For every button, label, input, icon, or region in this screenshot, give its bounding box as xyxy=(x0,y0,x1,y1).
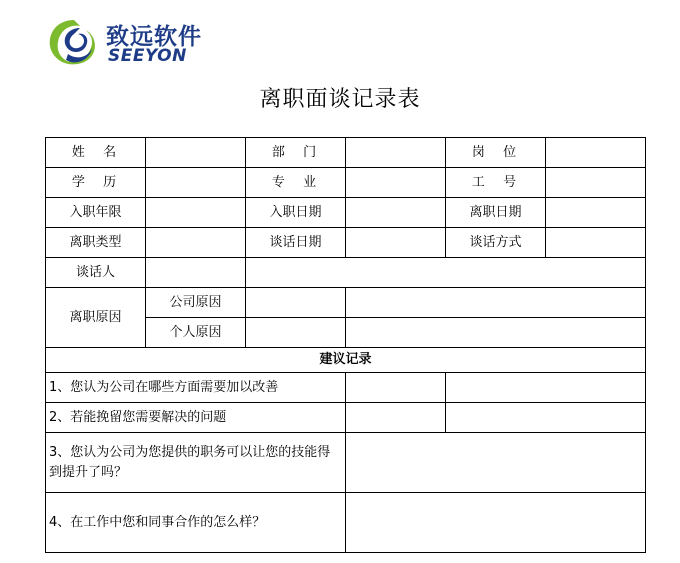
education-label: 学历 xyxy=(46,168,146,198)
interviewer-label: 谈话人 xyxy=(46,258,146,288)
logo-english-name: SEEYON xyxy=(108,46,187,66)
seeyon-swirl-icon xyxy=(46,16,102,70)
hire-date-value[interactable] xyxy=(346,198,446,228)
hire-date-label: 入职日期 xyxy=(246,198,346,228)
personal-reason-label: 个人原因 xyxy=(146,318,246,348)
form-row-suggestion-header xyxy=(46,348,646,373)
company-reason-label: 公司原因 xyxy=(146,288,246,318)
interview-method-value[interactable] xyxy=(546,228,646,258)
answer-4[interactable] xyxy=(346,493,646,553)
form-row-interview xyxy=(46,228,646,258)
name-value[interactable] xyxy=(146,138,246,168)
answer-3[interactable] xyxy=(346,433,646,493)
major-label: 专业 xyxy=(246,168,346,198)
personal-reason-value-1[interactable] xyxy=(246,318,346,348)
document-title: 离职面谈记录表 xyxy=(259,87,421,112)
seeyon-logo xyxy=(46,16,216,70)
years-employed-label: 入职年限 xyxy=(46,198,146,228)
interview-date-label: 谈话日期 xyxy=(246,228,346,258)
leave-type-value[interactable] xyxy=(146,228,246,258)
answer-2a[interactable] xyxy=(346,403,446,433)
interview-method-label: 谈话方式 xyxy=(446,228,546,258)
department-label: 部门 xyxy=(246,138,346,168)
question-3: 3、您认为公司为您提供的职务可以让您的技能得到提升了吗？ xyxy=(46,433,346,493)
leave-date-value[interactable] xyxy=(546,198,646,228)
department-value[interactable] xyxy=(346,138,446,168)
name-label: 姓名 xyxy=(46,138,146,168)
question-row-1 xyxy=(46,373,646,403)
years-employed-value[interactable] xyxy=(146,198,246,228)
leave-reason-label: 离职原因 xyxy=(46,288,146,348)
suggestion-header: 建议记录 xyxy=(46,348,646,373)
leave-date-label: 离职日期 xyxy=(446,198,546,228)
question-row-3 xyxy=(46,433,646,493)
exit-interview-form xyxy=(45,137,646,553)
interview-date-value[interactable] xyxy=(346,228,446,258)
position-label: 岗位 xyxy=(446,138,546,168)
company-reason-value-1[interactable] xyxy=(246,288,346,318)
form-row-name xyxy=(46,138,646,168)
answer-1b[interactable] xyxy=(446,373,646,403)
form-row-dates xyxy=(46,198,646,228)
interviewer-value-1[interactable] xyxy=(146,258,246,288)
answer-1a[interactable] xyxy=(346,373,446,403)
position-value[interactable] xyxy=(546,138,646,168)
question-4: 4、在工作中您和同事合作的怎么样？ xyxy=(46,493,346,553)
personal-reason-value-2[interactable] xyxy=(346,318,646,348)
employee-id-value[interactable] xyxy=(546,168,646,198)
employee-id-label: 工号 xyxy=(446,168,546,198)
question-row-2 xyxy=(46,403,646,433)
question-2: 2、若能挽留您需要解决的问题 xyxy=(46,403,346,433)
form-row-company-reason xyxy=(46,288,646,318)
major-value[interactable] xyxy=(346,168,446,198)
interviewer-value-2[interactable] xyxy=(246,258,646,288)
question-row-4 xyxy=(46,493,646,553)
education-value[interactable] xyxy=(146,168,246,198)
logo-chinese-name: 致远软件 xyxy=(106,24,202,50)
leave-type-label: 离职类型 xyxy=(46,228,146,258)
form-row-interviewer xyxy=(46,258,646,288)
form-row-education xyxy=(46,168,646,198)
answer-2b[interactable] xyxy=(446,403,646,433)
question-1: 1、您认为公司在哪些方面需要加以改善 xyxy=(46,373,346,403)
company-reason-value-2[interactable] xyxy=(346,288,646,318)
